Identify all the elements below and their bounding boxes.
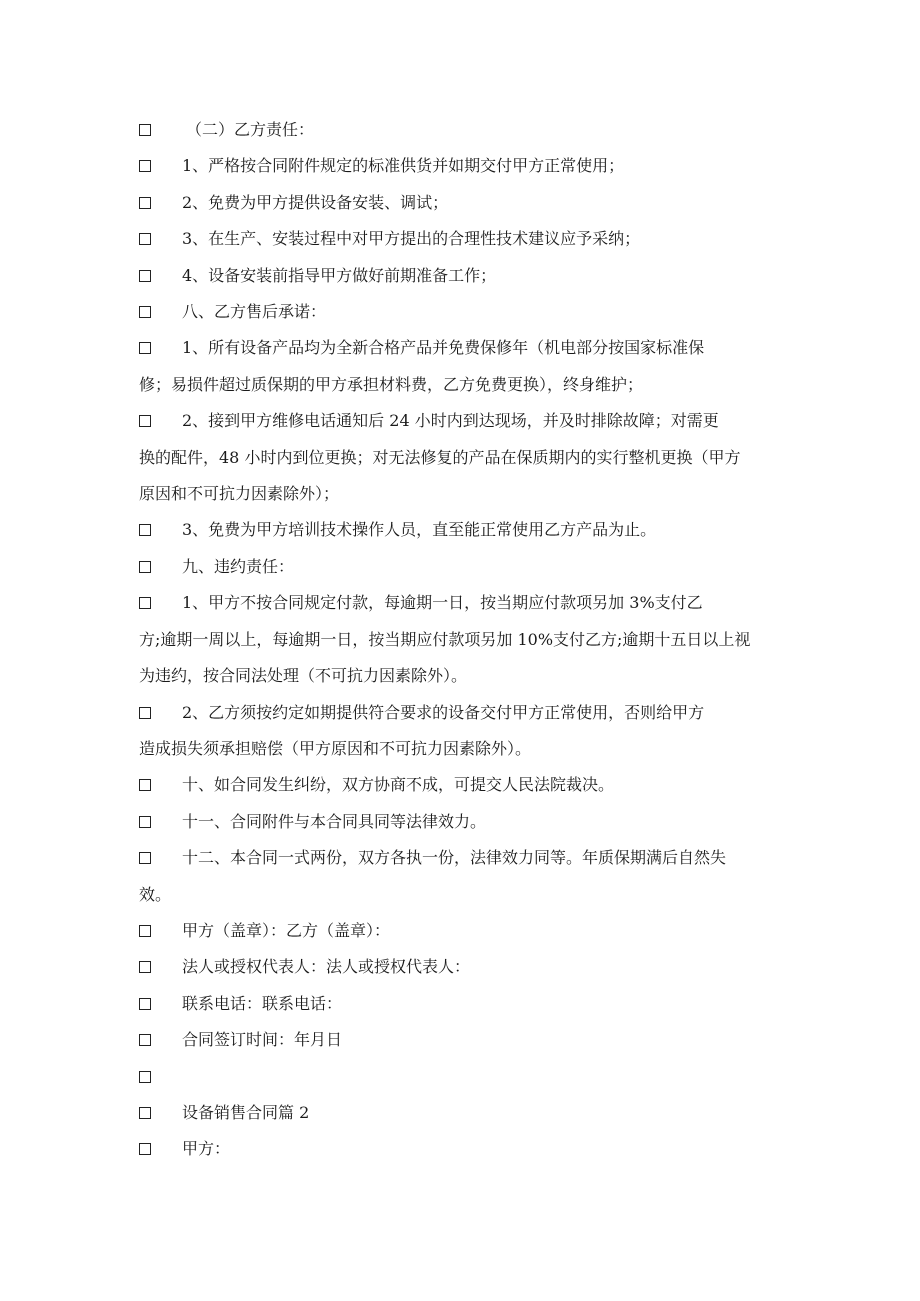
paragraph bbox=[139, 112, 789, 148]
paragraph-first-line: （二）乙方责任： bbox=[186, 120, 315, 139]
paragraph-continuation-line: 换的配件，48 小时内到位更换；对无法修复的产品在保质期内的实行整机更换（甲方 bbox=[139, 447, 741, 467]
checkbox-square-icon bbox=[139, 961, 151, 973]
checkbox-square-icon bbox=[139, 197, 151, 209]
paragraph bbox=[139, 185, 789, 221]
contract-text-body bbox=[139, 112, 789, 1168]
paragraph-first-line: 3、在生产、安装过程中对甲方提出的合理性技术建议应予采纳； bbox=[182, 229, 641, 249]
paragraph bbox=[139, 258, 789, 294]
paragraph bbox=[139, 585, 789, 694]
paragraph-continuation-line: 修；易损件超过质保期的甲方承担材料费，乙方免费更换），终身维护； bbox=[139, 374, 644, 394]
paragraph bbox=[139, 986, 789, 1022]
checkbox-square-icon bbox=[139, 707, 151, 719]
paragraph-first-line: 2、免费为甲方提供设备安装、调试； bbox=[182, 192, 449, 212]
checkbox-square-icon bbox=[139, 852, 151, 864]
checkbox-square-icon bbox=[139, 1034, 151, 1046]
paragraph-first-line: 1、所有设备产品均为全新合格产品并免费保修年（机电部分按国家标准保 bbox=[182, 338, 705, 358]
paragraph-first-line: 设备销售合同篇 2 bbox=[182, 1102, 310, 1122]
paragraph bbox=[139, 330, 789, 403]
paragraph bbox=[139, 148, 789, 184]
paragraph bbox=[139, 221, 789, 257]
paragraph-first-line: 十、如合同发生纠纷，双方协商不成，可提交人民法院裁决。 bbox=[182, 775, 615, 795]
paragraph-first-line: 3、免费为甲方培训技术操作人员，直至能正常使用乙方产品为止。 bbox=[182, 520, 657, 540]
paragraph-continuation-line: 为违约，按合同法处理（不可抗力因素除外）。 bbox=[139, 666, 468, 686]
checkbox-square-icon bbox=[139, 270, 151, 282]
checkbox-square-icon bbox=[139, 160, 151, 172]
paragraph bbox=[139, 695, 789, 768]
paragraph-continuation-line: 造成损失须承担赔偿（甲方原因和不可抗力因素除外）。 bbox=[139, 738, 532, 758]
paragraph-first-line: 十一、合同附件与本合同具同等法律效力。 bbox=[182, 811, 487, 831]
paragraph-first-line: 1、严格按合同附件规定的标准供货并如期交付甲方正常使用； bbox=[182, 156, 625, 176]
checkbox-square-icon bbox=[139, 342, 151, 354]
checkbox-square-icon bbox=[139, 306, 151, 318]
paragraph-first-line: 甲方（盖章）：乙方（盖章）： bbox=[182, 920, 391, 940]
paragraph-first-line: 八、乙方售后承诺： bbox=[182, 302, 327, 322]
paragraph-first-line: 2、乙方须按约定如期提供符合要求的设备交付甲方正常使用，否则给甲方 bbox=[182, 702, 705, 722]
paragraph bbox=[139, 804, 789, 840]
paragraph-continuation-line: 效。 bbox=[139, 884, 172, 904]
paragraph-continuation-line: 方;逾期一周以上，每逾期一日，按当期应付款项另加 10%支付乙方;逾期十五日以上视 bbox=[139, 629, 751, 649]
paragraph-first-line: 2、接到甲方维修电话通知后 24 小时内到达现场，并及时排除故障；对需更 bbox=[182, 411, 719, 431]
paragraph bbox=[139, 1059, 789, 1095]
checkbox-square-icon bbox=[139, 1071, 151, 1083]
checkbox-square-icon bbox=[139, 561, 151, 573]
paragraph bbox=[139, 913, 789, 949]
checkbox-square-icon bbox=[139, 233, 151, 245]
paragraph-first-line: 甲方： bbox=[182, 1139, 231, 1159]
paragraph bbox=[139, 840, 789, 913]
paragraph bbox=[139, 549, 789, 585]
paragraph-first-line: 合同签订时间：年月日 bbox=[182, 1030, 343, 1050]
paragraph-first-line: 1、甲方不按合同规定付款，每逾期一日，按当期应付款项另加 3%支付乙 bbox=[182, 593, 703, 613]
paragraph-continuation-line: 原因和不可抗力因素除外）； bbox=[139, 484, 340, 504]
paragraph bbox=[139, 1095, 789, 1131]
paragraph bbox=[139, 767, 789, 803]
checkbox-square-icon bbox=[139, 1143, 151, 1155]
paragraph-first-line: 法人或授权代表人：法人或授权代表人： bbox=[182, 957, 471, 977]
paragraph-first-line: 4、设备安装前指导甲方做好前期准备工作； bbox=[182, 265, 497, 285]
paragraph bbox=[139, 1022, 789, 1058]
checkbox-square-icon bbox=[139, 779, 151, 791]
paragraph bbox=[139, 1131, 789, 1167]
paragraph-first-line: 九、违约责任： bbox=[182, 556, 295, 576]
paragraph-first-line: 联系电话：联系电话： bbox=[182, 993, 343, 1013]
paragraph-first-line: 十二、本合同一式两份，双方各执一份，法律效力同等。年质保期满后自然失 bbox=[182, 848, 727, 868]
checkbox-square-icon bbox=[139, 998, 151, 1010]
checkbox-square-icon bbox=[139, 124, 151, 136]
checkbox-square-icon bbox=[139, 597, 151, 609]
checkbox-square-icon bbox=[139, 415, 151, 427]
paragraph bbox=[139, 403, 789, 512]
checkbox-square-icon bbox=[139, 925, 151, 937]
paragraph bbox=[139, 294, 789, 330]
paragraph bbox=[139, 949, 789, 985]
checkbox-square-icon bbox=[139, 524, 151, 536]
checkbox-square-icon bbox=[139, 1107, 151, 1119]
checkbox-square-icon bbox=[139, 816, 151, 828]
paragraph bbox=[139, 512, 789, 548]
